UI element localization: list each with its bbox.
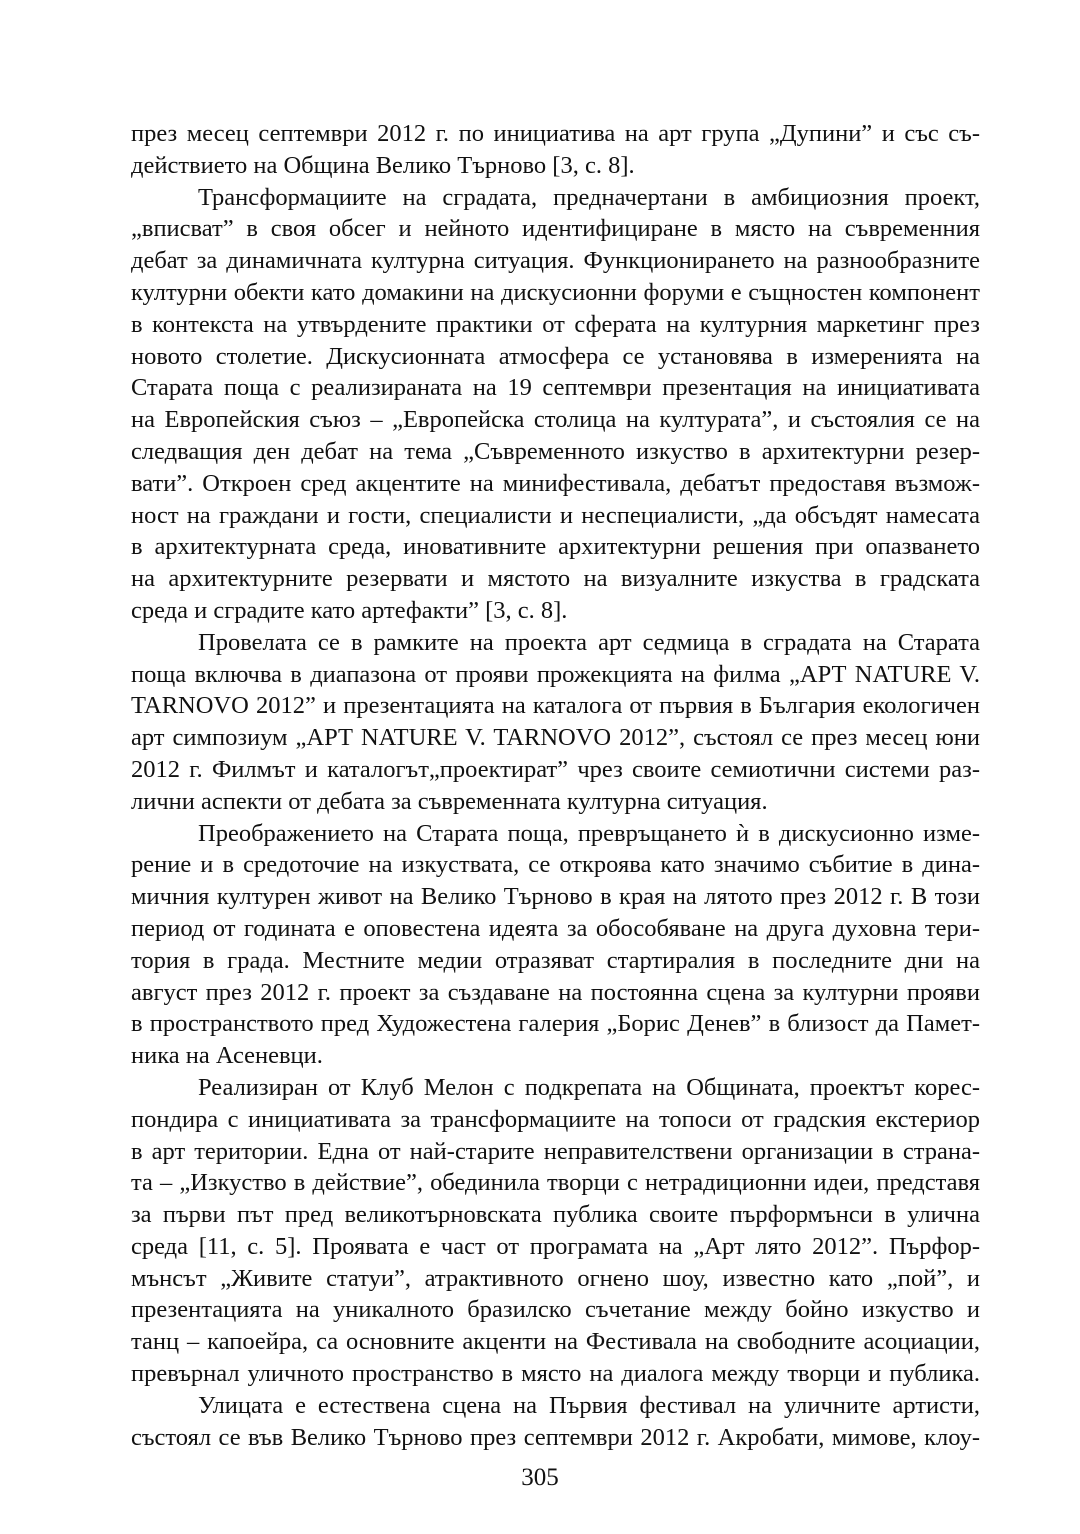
text-line: та – „Изкуство в действие”, обединила творци с нетрадиционни идеи, представя	[131, 1169, 980, 1197]
text-line: състоял се във Велико Търново през септември 2012 г. Акробати, мимове, клоу-	[131, 1423, 980, 1451]
text-line: Трансформациите на сградата, предначертани в амбициозния проект,	[198, 183, 980, 211]
text-line: в архитектурната среда, иновативните архитектурни решения при опазването	[131, 533, 980, 561]
text-line: 2012 г. Филмът и каталогът„проектират” чрез своите семиотични системи раз-	[131, 755, 980, 783]
text-line: презентацията на уникалното бразилско съчетание между бойно изкуство и	[131, 1296, 980, 1324]
text-line: Преображението на Старата поща, превръщането ѝ в дискусионно изме-	[198, 819, 980, 847]
text-line: ника на Асеневци.	[131, 1042, 323, 1070]
text-line: танц – капоейра, са основните акценти на Фестивала на свободните асоциации,	[131, 1328, 980, 1356]
text-line: период от годината е оповестена идеята за обособяване на друга духовна тери-	[131, 914, 980, 942]
text-line: мичния културен живот на Велико Търново в края на лятото през 2012 г. В този	[131, 883, 980, 911]
text-line: на архитектурните резервати и мястото на визуалните изкуства в градската	[131, 565, 980, 593]
text-line: културни обекти като домакини на дискусионни форуми е същностен компонент	[131, 278, 980, 306]
text-line: в контекста на утвърдените практики от сферата на културния маркетинг през	[131, 310, 980, 338]
text-line: дебат за динамичната културна ситуация. Функционирането на разнообразните	[131, 247, 980, 275]
text-line: превърнал уличното пространство в място на диалога между творци и публика.	[131, 1360, 980, 1388]
text-line: мънсът „Живите статуи”, атрактивното огнено шоу, известно като „пой”, и	[131, 1264, 980, 1292]
text-line: Улицата е естествена сцена на Първия фестивал на уличните артисти,	[198, 1391, 980, 1419]
text-line: новото столетие. Дискусионната атмосфера се установява в измеренията на	[131, 342, 980, 370]
body-text	[131, 118, 980, 1453]
text-line: вати”. Откроен сред акцентите на минифестивала, дебатът предоставя възмож-	[131, 469, 980, 497]
text-line: ност на граждани и гости, специалисти и неспециалисти, „да обсъдят намесата	[131, 501, 980, 529]
text-line: лични аспекти от дебата за съвременната културна ситуация.	[131, 787, 768, 815]
text-line: август през 2012 г. проект за създаване на постоянна сцена за културни прояви	[131, 978, 980, 1006]
text-line: пондира с инициативата за трансформациите на топоси от градския екстериор	[131, 1105, 980, 1133]
text-line: рение и в средоточие на изкуствата, се откроява като значимо събитие в дина-	[131, 851, 980, 879]
text-line: в пространството пред Художестена галерия „Борис Денев” в близост да Памет-	[131, 1010, 980, 1038]
text-line: следващия ден дебат на тема „Съвременното изкуство в архитектурни резер-	[131, 437, 980, 465]
text-line: Старата поща с реализираната на 19 септември презентация на инициативата	[131, 374, 980, 402]
page-number: 305	[521, 1464, 559, 1491]
text-line: на Европейския съюз – „Европейска столица на културата”, и състоялия се на	[131, 406, 980, 434]
text-line: за първи път пред великотърновската публика своите пърформънси в улична	[131, 1201, 980, 1229]
text-line: „вписват” в своя обсег и нейното идентифициране в място на съвременния	[131, 215, 980, 243]
text-line: действието на Община Велико Търново [3, с. 8].	[131, 151, 635, 179]
text-line: среда и сградите като артефакти” [3, с. 8].	[131, 596, 568, 624]
text-line: TARNOVO 2012” и презентацията на каталога от първия в България екологичен	[131, 692, 980, 720]
text-line: в арт територии. Една от най-старите неправителствени организации в страна-	[131, 1137, 980, 1165]
text-line: през месец септември 2012 г. по инициатива на арт група „Дупини” и със съ-	[131, 120, 980, 147]
text-line: среда [11, с. 5]. Проявата е част от програмата на „Арт лято 2012”. Пърфор-	[131, 1232, 980, 1260]
text-line: Провелата се в рамките на проекта арт седмица в сградата на Старата	[198, 628, 980, 656]
text-line: Реализиран от Клуб Мелон с подкрепата на Общината, проектът корес-	[198, 1073, 980, 1101]
text-line: поща включва в диапазона от прояви прожекцията на филма „АРТ NATURE V.	[131, 660, 980, 688]
text-line: арт симпозиум „АРТ NATURE V. TARNOVO 2012”, състоял се през месец юни	[131, 724, 980, 752]
text-line: тория в града. Местните медии отразяват стартиралия в последните дни на	[131, 946, 980, 974]
